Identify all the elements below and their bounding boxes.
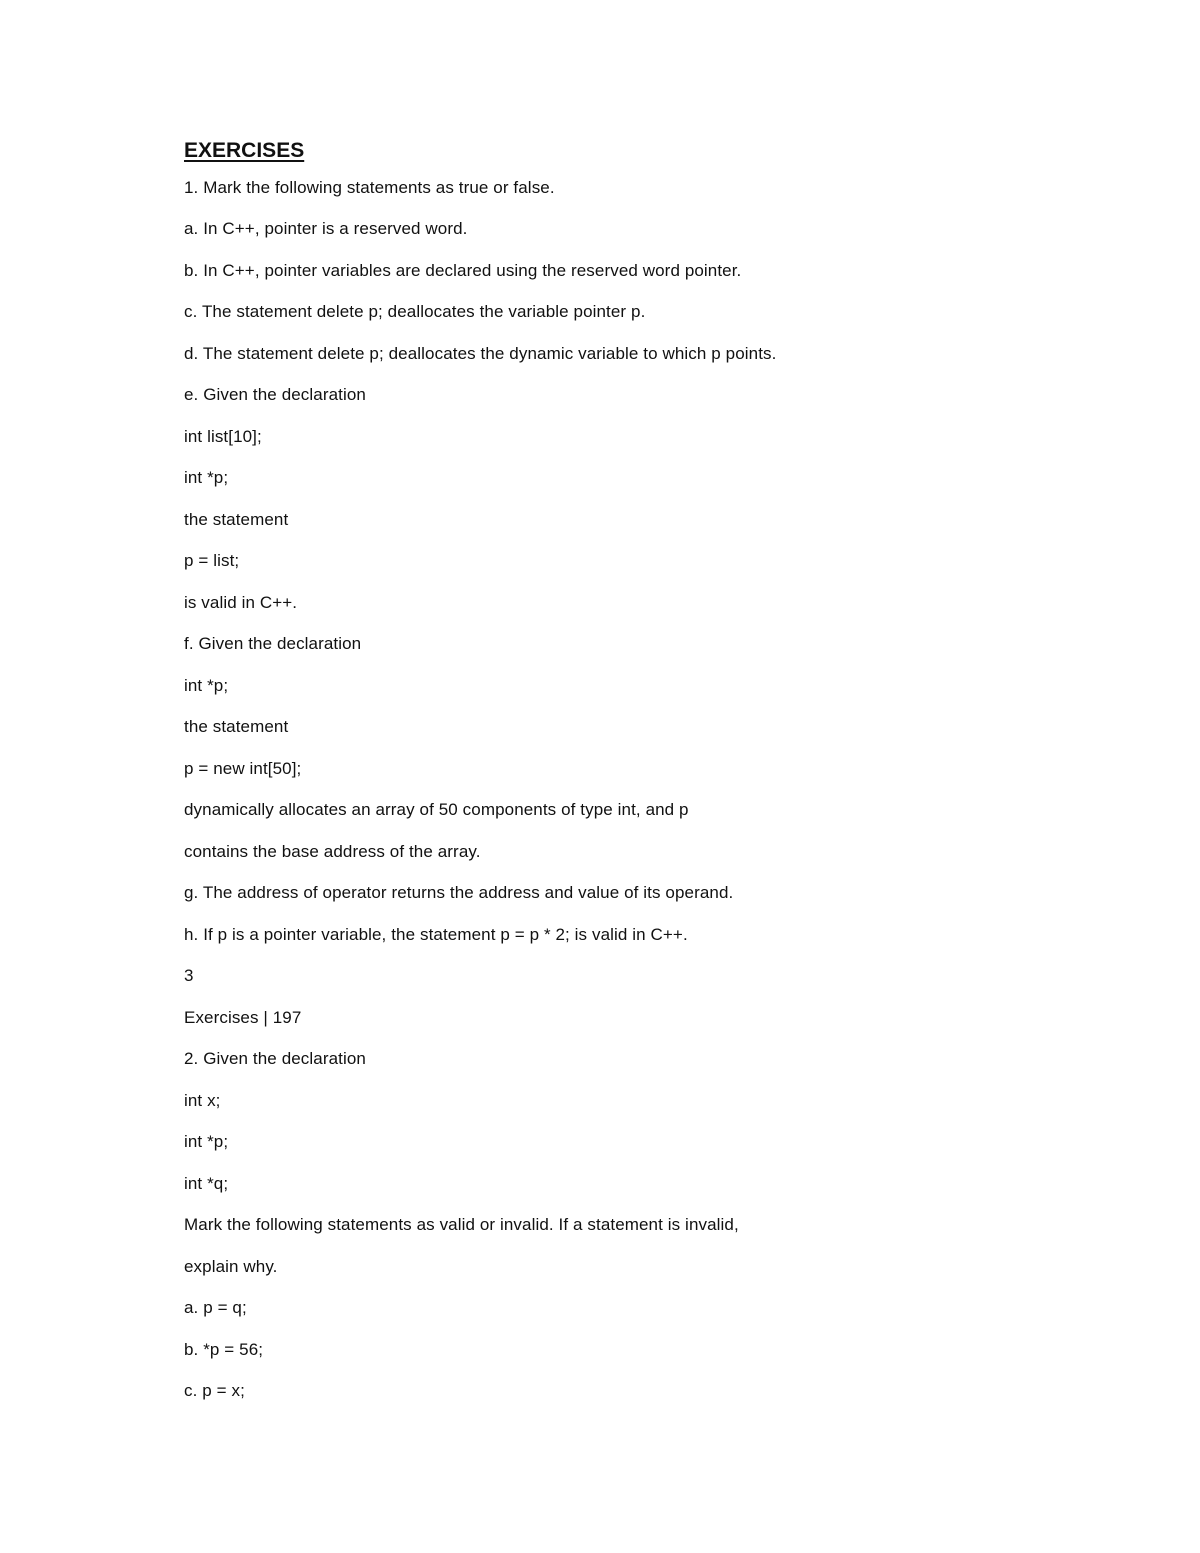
item-c: c. p = x; bbox=[184, 1381, 245, 1400]
running-header: Exercises | 197 bbox=[184, 1007, 302, 1027]
document-body bbox=[184, 136, 1084, 1423]
text-line: the statement bbox=[184, 717, 289, 736]
text-line: the statement bbox=[184, 509, 289, 529]
question-1-prompt: 1. Mark the following statements as true or false. bbox=[184, 177, 555, 197]
code-line: int list[10]; bbox=[184, 426, 262, 446]
statement-f: f. Given the declaration bbox=[184, 634, 362, 653]
item-b: b. *p = 56; bbox=[184, 1339, 264, 1359]
code-line: int *q; bbox=[184, 1173, 229, 1193]
code-line: int *p; bbox=[184, 1132, 229, 1151]
question-2-prompt: 2. Given the declaration bbox=[184, 1049, 366, 1068]
text-line: dynamically allocates an array of 50 components of type int, and p bbox=[184, 800, 689, 819]
page-title: EXERCISES bbox=[184, 139, 305, 162]
statement-h: h. If p is a pointer variable, the statement p = p * 2; is valid in C++. bbox=[184, 924, 688, 944]
statement-e: e. Given the declaration bbox=[184, 385, 366, 404]
code-line: int x; bbox=[184, 1090, 221, 1110]
statement-d: d. The statement delete p; deallocates the dynamic variable to which p points. bbox=[184, 343, 777, 363]
instruction-line: explain why. bbox=[184, 1256, 278, 1276]
statement-c: c. The statement delete p; deallocates the variable pointer p. bbox=[184, 302, 646, 321]
statement-b: b. In C++, pointer variables are declared using the reserved word pointer. bbox=[184, 260, 742, 280]
code-line: p = list; bbox=[184, 551, 240, 570]
item-a: a. p = q; bbox=[184, 1298, 247, 1317]
code-line: p = new int[50]; bbox=[184, 758, 302, 778]
statement-g: g. The address of operator returns the address and value of its operand. bbox=[184, 883, 734, 902]
text-line: contains the base address of the array. bbox=[184, 841, 481, 861]
code-line: int *p; bbox=[184, 468, 229, 487]
instruction-line: Mark the following statements as valid or invalid. If a statement is invalid, bbox=[184, 1215, 739, 1234]
code-line: int *p; bbox=[184, 675, 229, 695]
statement-a: a. In C++, pointer is a reserved word. bbox=[184, 219, 468, 238]
text-line: is valid in C++. bbox=[184, 592, 298, 612]
page-number: 3 bbox=[184, 966, 194, 985]
